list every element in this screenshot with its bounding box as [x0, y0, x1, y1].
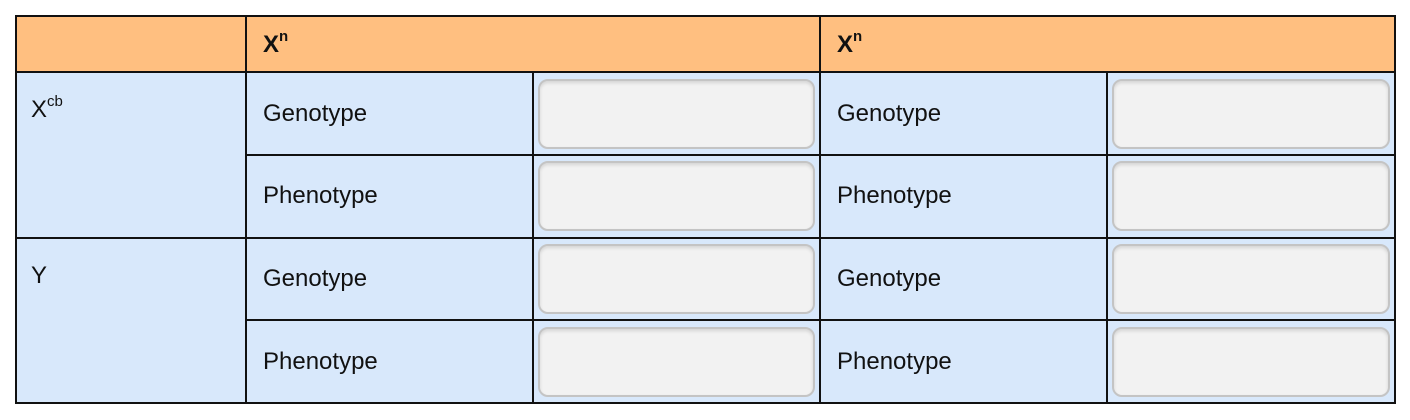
column-1-allele-base: X — [263, 30, 280, 58]
input-cell — [1107, 238, 1395, 321]
row-2-col-1-genotype-input[interactable] — [538, 244, 815, 314]
row-2-genotype — [16, 238, 1395, 321]
phenotype-label: Phenotype — [246, 155, 533, 238]
input-cell — [1107, 155, 1395, 238]
input-cell — [533, 238, 820, 321]
punnett-square-table — [15, 15, 1396, 404]
row-header-allele-2 — [16, 238, 246, 403]
row-2-col-2-genotype-input[interactable] — [1112, 244, 1390, 314]
row-1-col-2-genotype-input[interactable] — [1112, 79, 1390, 149]
input-cell — [533, 320, 820, 403]
row-1-col-2-phenotype-input[interactable] — [1112, 161, 1390, 231]
row-header-allele-1 — [16, 72, 246, 237]
input-cell — [1107, 72, 1395, 155]
genotype-label: Genotype — [246, 72, 533, 155]
column-header-allele-2 — [820, 16, 1395, 72]
input-cell — [533, 155, 820, 238]
row-1-col-1-phenotype-input[interactable] — [538, 161, 815, 231]
header-row — [16, 16, 1395, 72]
row-1-allele-superscript: cb — [47, 93, 63, 111]
phenotype-label: Phenotype — [246, 320, 533, 403]
corner-cell — [16, 16, 246, 72]
row-2-col-1-phenotype-input[interactable] — [538, 327, 815, 397]
phenotype-label: Phenotype — [820, 155, 1107, 238]
row-1-col-1-genotype-input[interactable] — [538, 79, 815, 149]
input-cell — [533, 72, 820, 155]
column-1-allele-superscript: n — [279, 27, 289, 45]
phenotype-label: Phenotype — [820, 320, 1107, 403]
row-1-allele-base: X — [31, 96, 48, 124]
genotype-label: Genotype — [820, 72, 1107, 155]
input-cell — [1107, 320, 1395, 403]
column-2-allele-base: X — [837, 30, 854, 58]
row-2-allele-base: Y — [31, 261, 48, 289]
row-1-genotype — [16, 72, 1395, 155]
column-header-allele-1 — [246, 16, 820, 72]
row-2-col-2-phenotype-input[interactable] — [1112, 327, 1390, 397]
genotype-label: Genotype — [820, 238, 1107, 321]
column-2-allele-superscript: n — [853, 27, 863, 45]
genotype-label: Genotype — [246, 238, 533, 321]
